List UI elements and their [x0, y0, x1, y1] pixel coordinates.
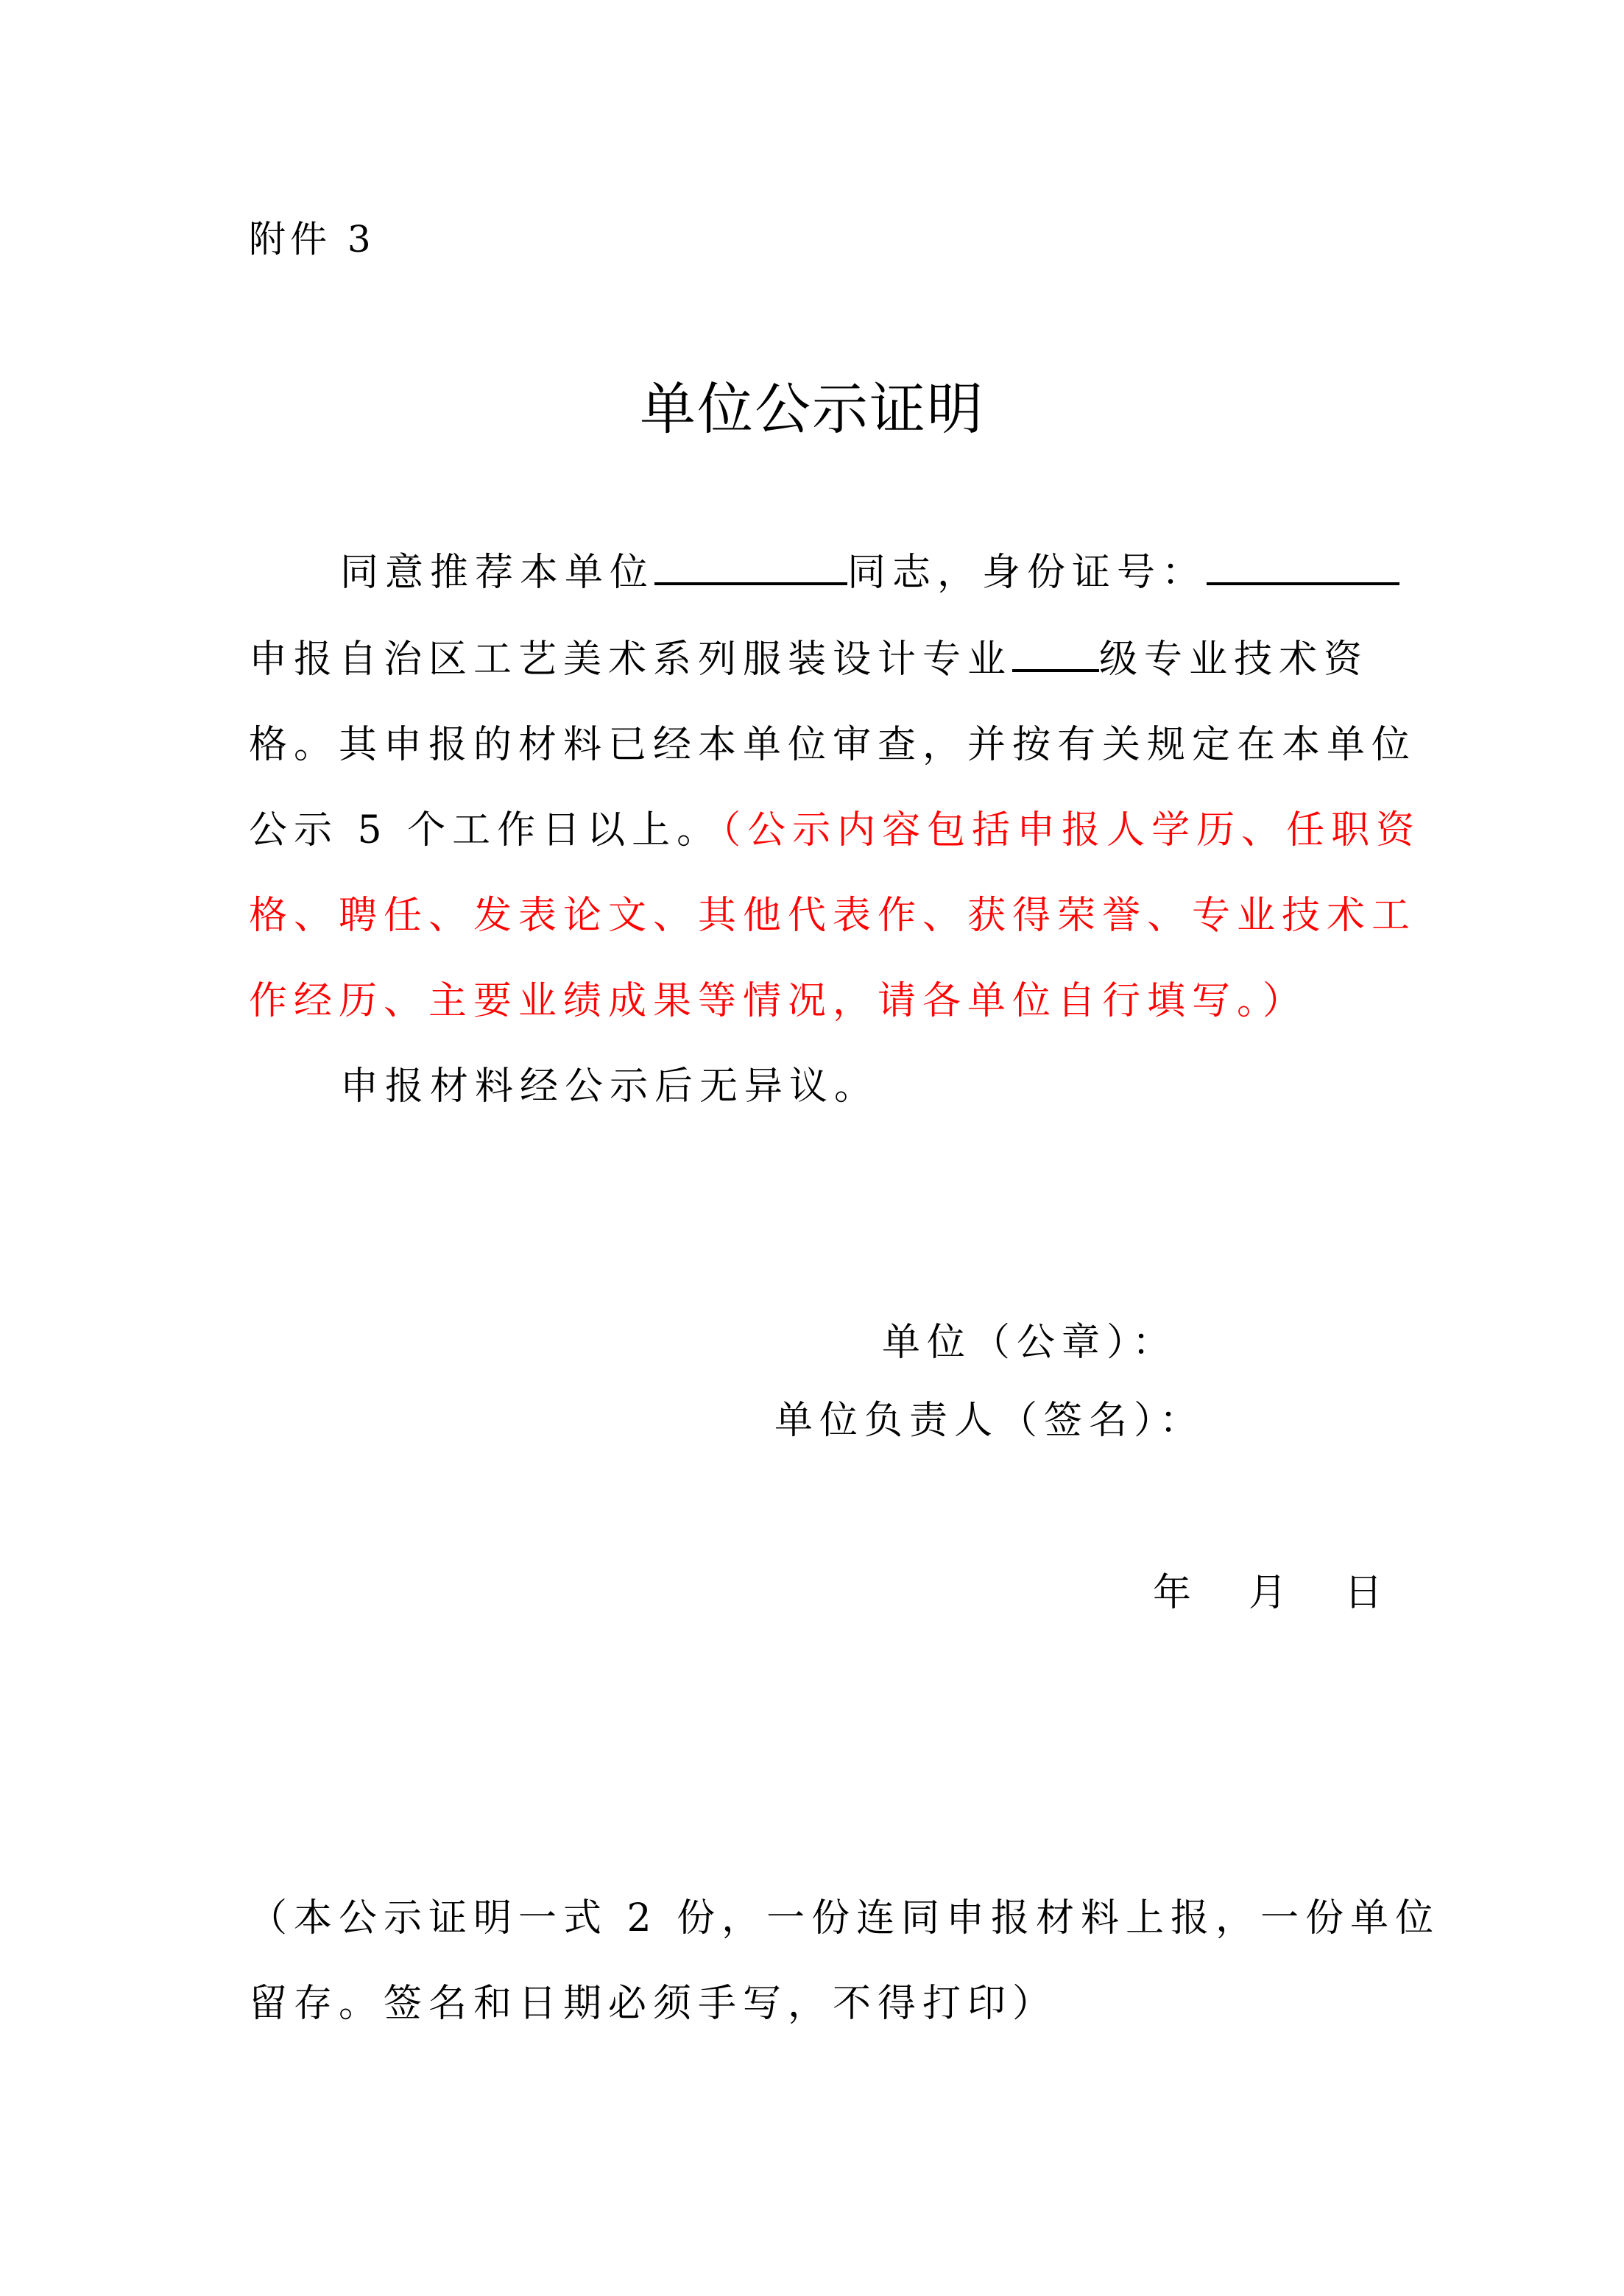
- unit-seal-label: 单位（公章）：: [882, 1321, 1178, 1365]
- date-month-label: 月: [1249, 1571, 1294, 1615]
- recommend-text: 同意推荐本单位: [340, 551, 655, 595]
- paragraph-line-1: [340, 551, 1399, 595]
- name-blank: [654, 576, 847, 585]
- date-year-label: 年: [1153, 1571, 1198, 1615]
- footnote-line-1: （本公示证明一式 2 份，一份连同申报材料上报，一份单位: [249, 1896, 1441, 1940]
- footnote-line-2: 留存。签名和日期必须手写，不得打印）: [249, 1982, 1058, 2026]
- comrade-id-text: 同志，身份证号：: [847, 551, 1207, 595]
- date-day-label: 日: [1344, 1571, 1390, 1615]
- level-qualification-text: 级专业技术资: [1099, 637, 1369, 682]
- publicity-days-text: 公示 5 个工作日以上。: [249, 808, 722, 852]
- unit-leader-signature-label: 单位负责人（签名）：: [774, 1399, 1205, 1443]
- paragraph-line-5: 格、聘任、发表论文、其他代表作、获得荣誉、专业技术工: [249, 894, 1417, 938]
- id-number-blank: [1207, 576, 1399, 585]
- paragraph-no-objection: 申报材料经公示后无异议。: [340, 1064, 880, 1109]
- attachment-label: 附件 3: [249, 218, 375, 261]
- paragraph-line-3: 格。其申报的材料已经本单位审查，并按有关规定在本单位: [249, 723, 1417, 767]
- publicity-note-red: （公示内容包括申报人学历、任职资: [721, 808, 1422, 852]
- paragraph-line-6: 作经历、主要业绩成果等情况，请各单位自行填写。）: [249, 979, 1308, 1023]
- paragraph-line-2: [249, 637, 1369, 682]
- paragraph-line-4: [249, 808, 1422, 852]
- level-blank: [1012, 663, 1099, 672]
- apply-text: 申报自治区工艺美术系列服装设计专业: [249, 637, 1013, 682]
- page-title: 单位公示证明: [640, 376, 984, 442]
